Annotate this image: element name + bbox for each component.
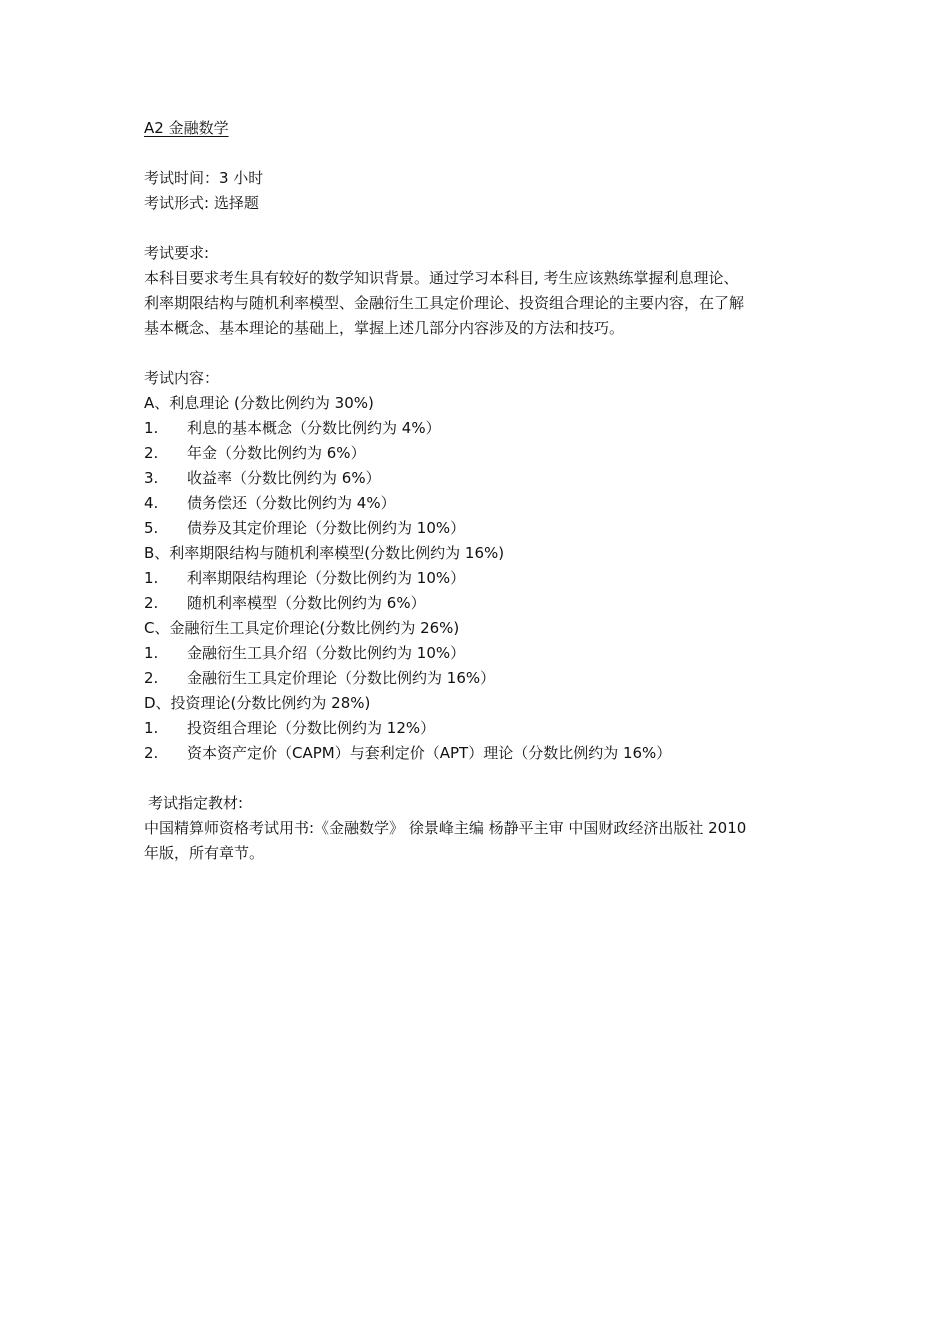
spacer [144, 341, 816, 366]
spacer [144, 766, 816, 791]
list-item [144, 566, 816, 591]
section-heading-c: C、金融衍生工具定价理论(分数比例约为 26%) [144, 619, 460, 637]
list-number: 3. [144, 469, 159, 487]
spacer [144, 216, 816, 241]
requirements-text-line-1: 本科目要求考生具有较好的数学知识背景。通过学习本科目, 考生应该熟练掌握利息理论、 [144, 269, 739, 287]
list-item [144, 491, 816, 516]
requirements-text-line-2: 利率期限结构与随机利率模型、金融衍生工具定价理论、投资组合理论的主要内容，在了解 [144, 294, 745, 312]
exam-format: 考试形式: 选择题 [144, 194, 259, 212]
list-text: 利率期限结构理论（分数比例约为 10%） [187, 569, 466, 587]
list-item [144, 591, 816, 616]
requirements-heading: 考试要求: [144, 244, 210, 262]
exam-time: 考试时间：3 小时 [144, 169, 264, 187]
list-number: 4. [144, 494, 159, 512]
list-item [144, 741, 816, 766]
list-text: 债务偿还（分数比例约为 4%） [187, 494, 396, 512]
list-text: 金融衍生工具介绍（分数比例约为 10%） [187, 644, 466, 662]
list-number: 1. [144, 419, 159, 437]
list-text: 利息的基本概念（分数比例约为 4%） [187, 419, 441, 437]
list-text: 投资组合理论（分数比例约为 12%） [187, 719, 436, 737]
list-number: 2. [144, 444, 159, 462]
list-text: 金融衍生工具定价理论（分数比例约为 16%） [187, 669, 496, 687]
textbook-text-line-2: 年版，所有章节。 [144, 844, 265, 862]
list-item [144, 641, 816, 666]
list-text: 随机利率模型（分数比例约为 6%） [187, 594, 426, 612]
document-page [144, 116, 816, 866]
list-item [144, 441, 816, 466]
list-item [144, 666, 816, 691]
list-item [144, 416, 816, 441]
list-number: 1. [144, 644, 159, 662]
content-heading: 考试内容： [144, 369, 220, 387]
list-text: 年金（分数比例约为 6%） [187, 444, 366, 462]
section-heading-b: B、利率期限结构与随机利率模型(分数比例约为 16%) [144, 544, 505, 562]
list-item [144, 516, 816, 541]
list-text: 债券及其定价理论（分数比例约为 10%） [187, 519, 466, 537]
section-heading-d: D、投资理论(分数比例约为 28%) [144, 694, 371, 712]
list-number: 5. [144, 519, 159, 537]
section-heading-a: A、利息理论 (分数比例约为 30%) [144, 394, 374, 412]
list-item [144, 466, 816, 491]
list-text: 资本资产定价（CAPM）与套利定价（APT）理论（分数比例约为 16%） [187, 744, 672, 762]
textbook-text-line-1: 中国精算师资格考试用书:《金融数学》 徐景峰主编 杨静平主审 中国财政经济出版社 2010 [144, 819, 747, 837]
document-title: A2 金融数学 [144, 119, 229, 137]
list-item [144, 716, 816, 741]
list-number: 2. [144, 744, 159, 762]
list-number: 1. [144, 719, 159, 737]
requirements-text-line-3: 基本概念、基本理论的基础上，掌握上述几部分内容涉及的方法和技巧。 [144, 319, 625, 337]
textbook-heading: 考试指定教材: [148, 794, 244, 812]
list-number: 2. [144, 669, 159, 687]
list-number: 1. [144, 569, 159, 587]
list-text: 收益率（分数比例约为 6%） [187, 469, 381, 487]
spacer [144, 141, 816, 166]
list-number: 2. [144, 594, 159, 612]
